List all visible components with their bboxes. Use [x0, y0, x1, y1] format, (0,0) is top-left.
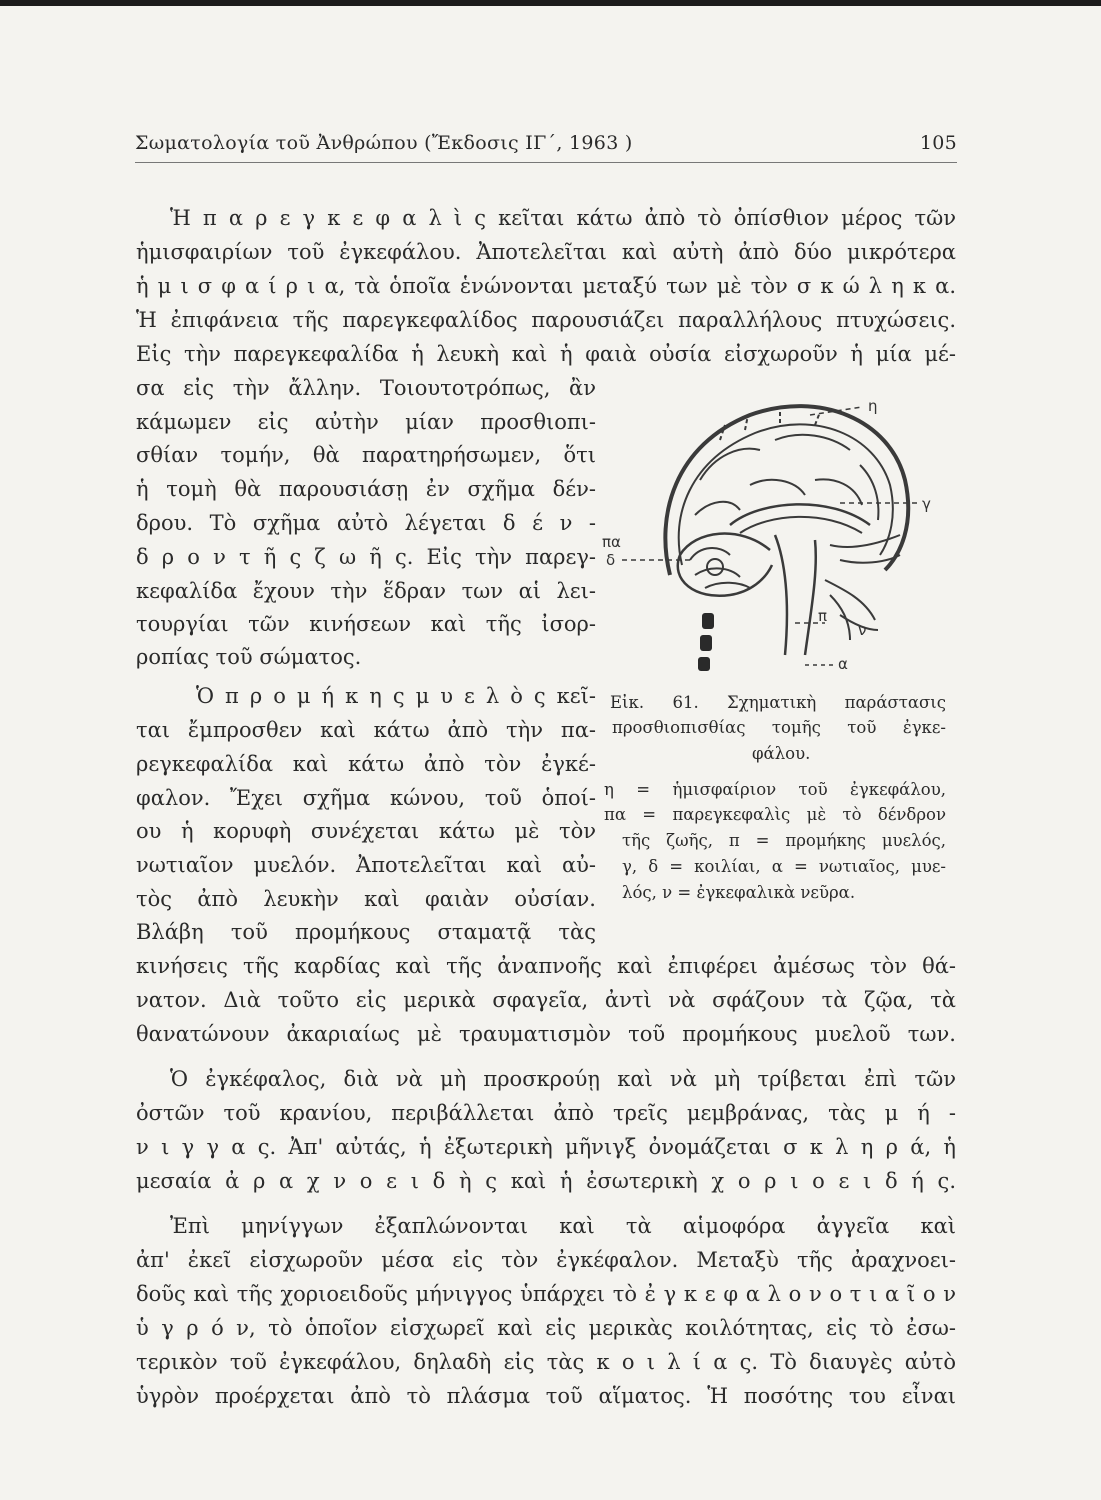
text-line: ου ἡ κορυφὴ συνέχεται κάτω μὲ τὸν: [136, 819, 596, 843]
text-line: ν ι γ γ α ς. Ἀπ' αὐτάς, ἡ ἐξωτερικὴ μῆνιγξ ὀνομάζεται σ κ λ η ρ ά, ἡ: [136, 1135, 956, 1159]
text-line: Βλάβη τοῦ προμήκους σταματᾷ τὰς: [136, 920, 596, 944]
text-line: Ὁ π ρ ο μ ή κ η ς μ υ ε λ ὸ ς κεῖ-: [196, 684, 596, 708]
text-line: σθίαν τομήν, θὰ παρατηρήσωμεν, ὅτι: [136, 443, 596, 467]
text-line: δ ρ ο ν τ ῆ ς ζ ω ῆ ς. Εἰς τὴν παρεγ-: [136, 545, 596, 569]
scan-edge: [0, 0, 1101, 6]
label-pi: π: [818, 607, 828, 625]
text-line: ἡ τομὴ θὰ παρουσιάσῃ ἐν σχῆμα δέν-: [136, 477, 596, 501]
figure-legend: η = ἡμισφαίριον τοῦ ἐγκεφάλου,: [604, 780, 946, 799]
figure-caption: προσθιοπισθίας τομῆς τοῦ ἐγκε-: [612, 718, 946, 737]
label-nu: ν: [858, 621, 867, 639]
running-header: [135, 132, 957, 158]
text-line: νωτιαῖον μυελόν. Ἀποτελεῖται καὶ αὐ-: [136, 853, 596, 877]
figure-legend: λός, ν = ἐγκεφαλικὰ νεῦρα.: [622, 883, 856, 902]
text-line: Ὁ ἐγκέφαλος, διὰ νὰ μὴ προσκρούῃ καὶ νὰ μὴ τρίβεται ἐπὶ τῶν: [170, 1067, 956, 1091]
text-line: Ἡ π α ρ ε γ κ ε φ α λ ὶ ς κεῖται κάτω ἀπὸ τὸ ὀπίσθιον μέρος τῶν: [170, 206, 956, 230]
text-line: ὑ γ ρ ό ν, τὸ ὁποῖον εἰσχωρεῖ καὶ εἰς μερικὰς κοιλότητας, εἰς τὸ ἐσω-: [136, 1316, 956, 1340]
text-line: ἀπ' ἐκεῖ εἰσχωροῦν μέσα εἰς τὸν ἐγκέφαλον. Μεταξὺ τῆς ἀραχνοει-: [136, 1248, 956, 1272]
text-line: κάμωμεν εἰς αὐτὴν μίαν προσθιοπι-: [136, 410, 596, 434]
text-line: σα εἰς τὴν ἄλλην. Τοιουτοτρόπως, ἂν: [136, 376, 596, 400]
figure-legend: τῆς ζωῆς, π = προμήκης μυελός,: [622, 831, 946, 850]
text-line: νατον. Διὰ τοῦτο εἰς μερικὰ σφαγεῖα, ἀντὶ νὰ σφάζουν τὰ ζῷα, τὰ: [136, 988, 956, 1012]
label-alpha: α: [838, 655, 848, 673]
text-line: ὀστῶν τοῦ κρανίου, περιβάλλεται ἀπὸ τρεῖς μεμβράνας, τὰς μ ή -: [136, 1101, 956, 1125]
running-title: Σωματολογία τοῦ Ἀνθρώπου (Ἔκδοσις ΙΓ΄, 1963 ): [135, 132, 633, 154]
label-delta: δ: [606, 551, 616, 569]
figure-caption: φάλου.: [752, 744, 811, 763]
brain-section-drawing: [600, 385, 955, 685]
text-line: ται ἔμπροσθεν καὶ κάτω ἀπὸ τὴν πα-: [136, 718, 596, 742]
text-line: τὸς ἀπὸ λευκὴν καὶ φαιὰν οὐσίαν.: [136, 887, 596, 911]
figure-legend: γ, δ = κοιλίαι, α = νωτιαῖος, μυε-: [622, 857, 946, 876]
text-line: φαλον. Ἔχει σχῆμα κώνου, τοῦ ὁποί-: [136, 786, 596, 810]
text-line: τερικὸν τοῦ ἐγκεφάλου, δηλαδὴ εἰς τὰς κ ο ι λ ί α ς. Τὸ διαυγὲς αὐτὸ: [136, 1350, 956, 1374]
text-line: δοῦς καὶ τῆς χοριοειδοῦς μήνιγγος ὑπάρχει τὸ ἐ γ κ ε φ α λ ο ν ο τ ι α ῖ ο ν: [136, 1282, 956, 1306]
text-line: κεφαλίδα ἔχουν τὴν ἕδραν των αἱ λει-: [136, 579, 596, 603]
text-line: κινήσεις τῆς καρδίας καὶ τῆς ἀναπνοῆς καὶ ἐπιφέρει ἀμέσως τὸν θά-: [136, 954, 956, 978]
text-line: μεσαία ἀ ρ α χ ν ο ε ι δ ὴ ς καὶ ἡ ἐσωτερικὴ χ ο ρ ι ο ε ι δ ή ς.: [136, 1169, 956, 1193]
text-line: Εἰς τὴν παρεγκεφαλίδα ἡ λευκὴ καὶ ἡ φαιὰ οὐσία εἰσχωροῦν ἡ μία μέ-: [136, 342, 956, 366]
text-line: θανατώνουν ἀκαριαίως μὲ τραυματισμὸν τοῦ προμήκους μυελοῦ των.: [136, 1022, 956, 1046]
text-line: δρου. Τὸ σχῆμα αὐτὸ λέγεται δ έ ν -: [136, 511, 596, 535]
page-number: 105: [919, 132, 957, 154]
text-line: ὑγρὸν προέρχεται ἀπὸ τὸ πλάσμα τοῦ αἵματος. Ἡ ποσότης του εἶναι: [136, 1384, 956, 1408]
text-line: ρεγκεφαλίδα καὶ κάτω ἀπὸ τὸν ἐγκέ-: [136, 752, 596, 776]
text-line: ροπίας τοῦ σώματος.: [136, 645, 362, 669]
header-rule: [135, 162, 957, 163]
text-line: τουργίαι τῶν κινήσεων καὶ τῆς ἰσορ-: [136, 612, 596, 636]
brain-figure: [600, 385, 955, 685]
label-eta: η: [868, 397, 878, 415]
text-line: ἡ μ ι σ φ α ί ρ ι α, τὰ ὁποῖα ἑνώνονται μεταξύ των μὲ τὸν σ κ ώ λ η κ α.: [136, 274, 956, 298]
text-line: ἡμισφαιρίων τοῦ ἐγκεφάλου. Ἀποτελεῖται καὶ αὐτὴ ἀπὸ δύο μικρότερα: [136, 240, 956, 264]
text-line: Ἐπὶ μηνίγγων ἐξαπλώνονται καὶ τὰ αἱμοφόρα ἀγγεῖα καὶ: [170, 1214, 956, 1238]
label-gamma: γ: [922, 495, 931, 513]
text-line: Ἡ ἐπιφάνεια τῆς παρεγκεφαλίδος παρουσιάζει παραλλήλους πτυχώσεις.: [136, 308, 956, 332]
label-pa: πα: [602, 533, 621, 551]
figure-caption: Εἰκ. 61. Σχηματικὴ παράστασις: [610, 693, 946, 712]
figure-legend: πα = παρεγκεφαλὶς μὲ τὸ δένδρον: [604, 805, 946, 824]
